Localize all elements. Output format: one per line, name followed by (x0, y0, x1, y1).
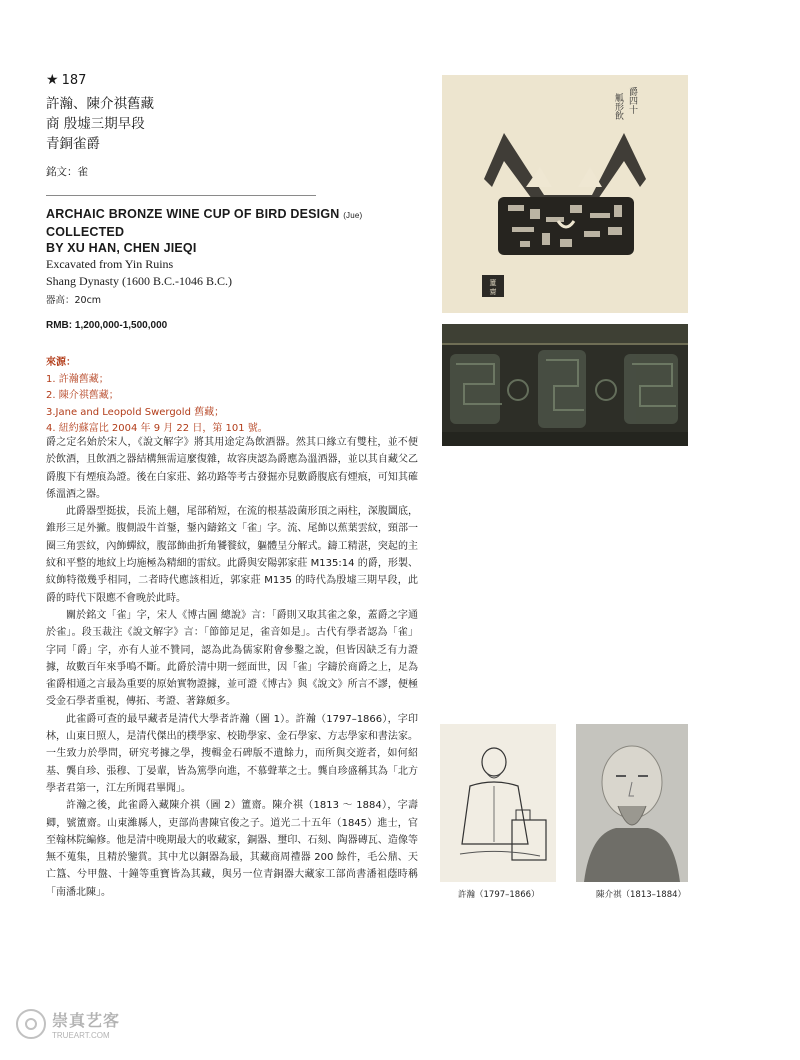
excavated: Excavated from Yin Ruins (46, 257, 174, 271)
title-zh-2: 商 殷墟三期早段 (46, 116, 145, 132)
provenance-item: 4. 紐約蘇富比 2004 年 9 月 22 日，第 101 號。 (46, 423, 268, 434)
divider (46, 195, 316, 196)
bronze-detail-photo (442, 324, 688, 446)
watermark: 崇真艺客 TRUEART.COM (16, 1008, 120, 1040)
portrait-xu-han (440, 724, 556, 882)
provenance: 來源： 1. 許瀚舊藏； 2. 陳介祺舊藏； 3.Jane and Leopold Swergold 舊藏； 4. 紐約蘇富比 2004 年 9 月 22 日，第 101 號。 (46, 355, 416, 438)
inscription: 銘文：雀 (46, 166, 88, 178)
lot-number: ★ 187 (46, 72, 87, 88)
dimensions: 器高：20cm (46, 295, 102, 306)
seal-char-1: 簠 (489, 279, 497, 287)
paragraph: 許瀚之後，此雀爵入藏陳介祺（圖 2）簠齋。陳介祺（1813 ～ 1884），字壽卿，號簠齋。山東濰縣人，吏部尚書陳官俊之子。道光二十五年（1845）進士，官至翰林院編修。他是清中晚期最大的收藏家，銅器、璽印、石刻、陶器磚瓦、造像等無不蒐集，且精於鑒賞。其中尤以銅器為最，其藏商周禮器 200 餘件，毛公鼎、天亡簋、兮甲盤、十鐘等重寶皆為其藏，與另一位青銅器大藏家工部尚書潘祖蔭時稱「南潘北陳」。 (46, 800, 418, 898)
seal-char-2: 齋 (489, 288, 497, 296)
bronze-svg (442, 324, 688, 446)
lot-header (46, 72, 416, 438)
portrait2-svg (576, 724, 688, 882)
watermark-logo-icon (16, 1009, 46, 1039)
title-zh-3: 青銅雀爵 (46, 136, 100, 152)
provenance-item: 1. 許瀚舊藏； (46, 373, 109, 385)
rubbing-text-1: 爵四十 (627, 87, 637, 114)
title-zh-1: 許瀚、陳介祺舊藏 (46, 96, 154, 112)
paragraph: 爵之定名始於宋人，《說文解字》將其用途定為飲酒器。然其口緣立有雙柱，並不便於飲酒，且飲酒之器結構無需這麼復雜，故容庚認為爵應為溫酒器，並以其自藏父乙爵腹下有煙痕為證。後在白家莊、銘功路等考古發掘亦見數爵腹底有煙痕，可知其確係溫酒之器。 (46, 437, 418, 500)
essay (46, 434, 418, 901)
paragraph: 此雀爵可查的最早藏者是清代大學者許瀚（圖 1）。許瀚（1797–1866），字印林，山東日照人，是清代傑出的樸學家、校勘學家、金石學家、方志學家和書法家。一生致力於學問，研究考據之學，搜輯金石碑版不遺餘力，而所與交遊者，如何紹基、龔自珍、張穆、丁晏輩，皆為篤學向進，不慕聲華之士。龔自珍盛稱其為「北方學者君第一，江左所聞君畢聞」。 (46, 713, 418, 794)
estimate: RMB: 1,200,000-1,500,000 (46, 320, 168, 331)
paragraph: 關於銘文「雀」字，宋人《博古圖 總說》言：「爵則又取其雀之象，蓋爵之字通於雀」。段玉裁注《說文解字》言：「節節足足，雀音如是」。古代有學者認為「雀」字同「爵」字，亦有人並不贊同，認為此為儒家附會參鑿之說，但皆因缺乏有力證據，故數百年來爭鳴不斷。此爵於清中期一經面世，因「雀」字鑄於商爵之上，足為雀爵相通之言最為重要的原始實物證據，並可證《博古》與《說文》所言不謬，便極受金石學者重視，傳拓、考證、著錄頗多。 (46, 609, 418, 708)
caption-portrait-1: 許瀚（1797–1866） (458, 890, 540, 900)
rubbing-svg (442, 75, 688, 313)
provenance-item: 3.Jane and Leopold Swergold 舊藏； (46, 406, 225, 418)
provenance-item: 2. 陳介祺舊藏； (46, 390, 119, 401)
rubbing-text-2: 觚形飲 (613, 93, 623, 120)
caption-portrait-2: 陳介祺（1813–1884） (596, 890, 687, 900)
portrait1-svg (440, 724, 556, 882)
star-icon: ★ (46, 72, 59, 88)
portrait-chen-jieqi (576, 724, 688, 882)
title-en: ARCHAIC BRONZE WINE CUP OF BIRD DESIGN (Jue) COLLECTED BY XU HAN, CHEN JIEQI (46, 207, 363, 255)
rubbing-image (442, 75, 688, 313)
dynasty: Shang Dynasty (1600 B.C.-1046 B.C.) (46, 274, 232, 288)
paragraph: 此爵器型挺拔，長流上翹，尾部稍短，在流的根基設菌形頂之兩柱，深腹圜底，錐形三足外撇。腹側設牛首鋬，鋬內鑄銘文「雀」字。流、尾飾以蕉葉雲紋，頸部一圈三角雲紋，內飾蟬紋，腹部飾曲折角饕餮紋，軀體呈分解式。鑄工精湛，突起的主紋和平整的地紋上均施極為精細的雷紋。此爵與安陽郭家莊 M135:14 的爵，形製、紋飾特徵幾乎相同，二者時代應該相近，郭家莊 M135 的時代為殷墟三期早段，此爵的時代下限應不會晚於此時。 (46, 506, 418, 604)
